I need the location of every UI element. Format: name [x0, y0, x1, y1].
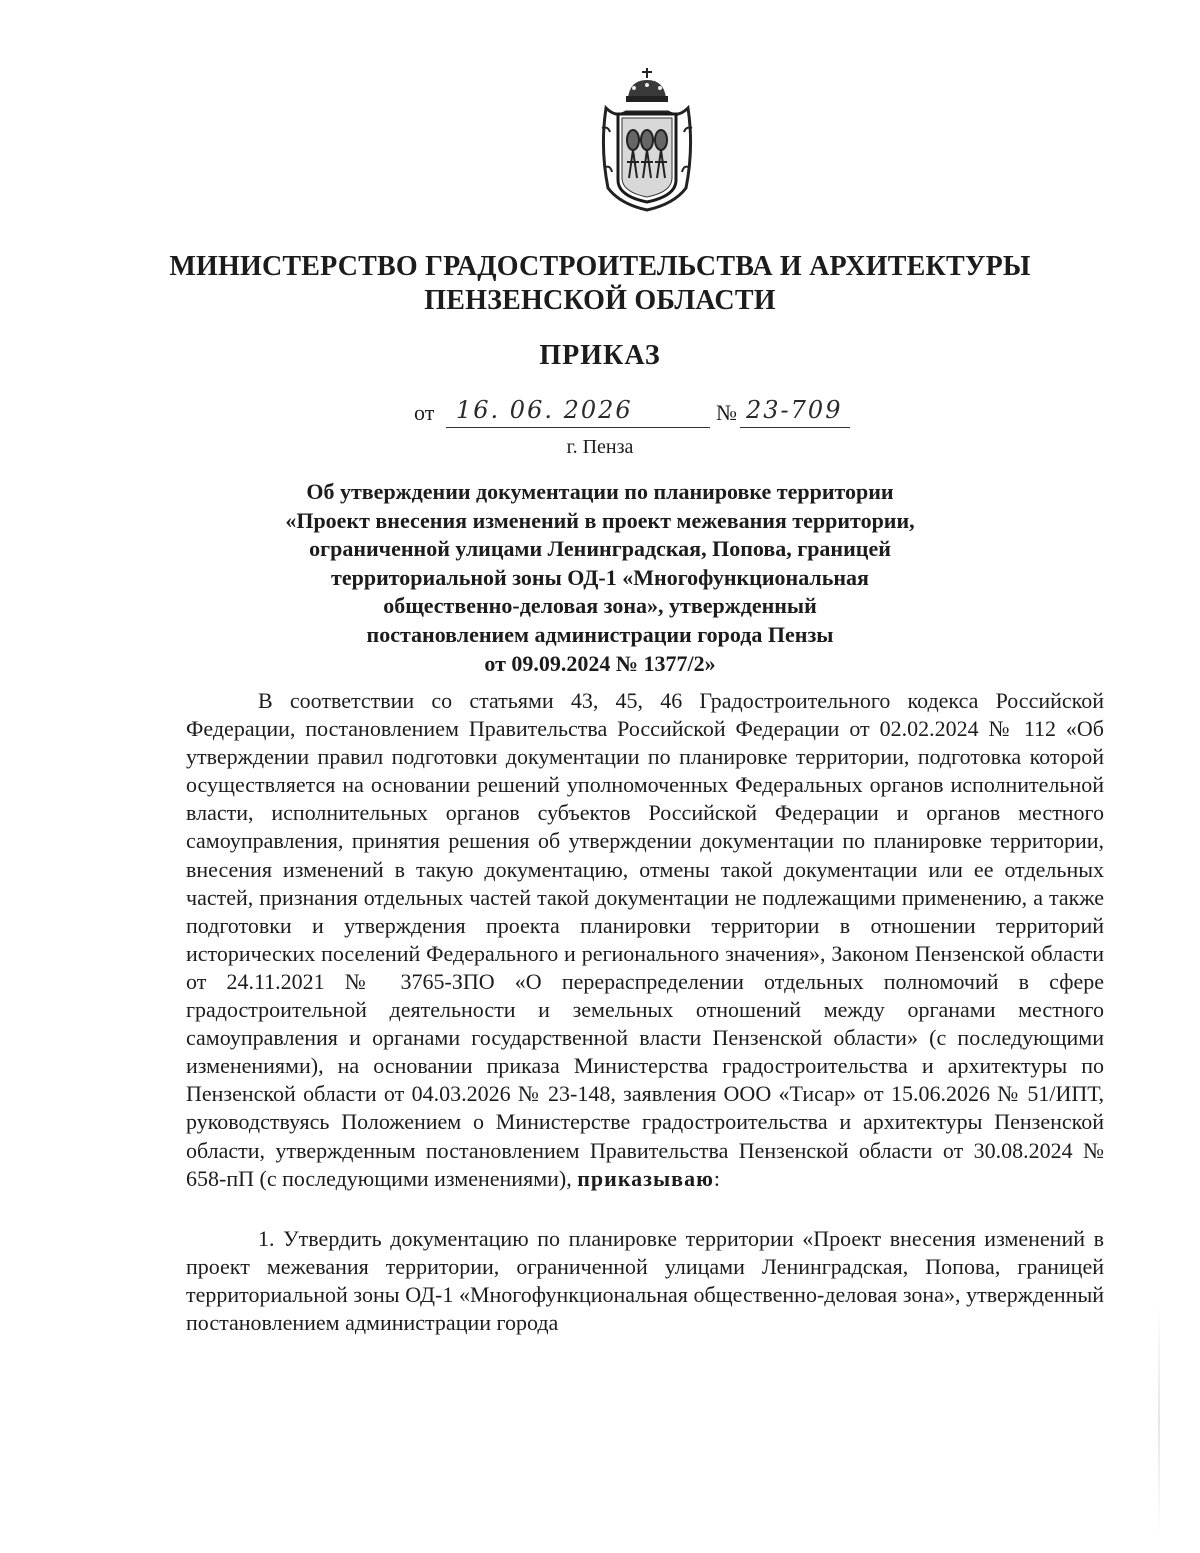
subject-line: «Проект внесения изменений в проект межевания территории,	[285, 507, 915, 533]
subject-line: общественно-деловая зона», утвержденный	[383, 593, 817, 619]
coat-of-arms-icon	[598, 68, 696, 214]
subject-line: постановлением администрации города Пензы	[366, 621, 834, 647]
ministry-title	[150, 250, 1050, 318]
order-date-number-row	[410, 396, 870, 430]
document-type: ПРИКАЗ	[539, 340, 661, 371]
number-prefix: №	[716, 400, 737, 425]
order-item-1: 1. Утвердить документацию по планировке территории «Проект внесения изменений в проект межевания территории, ограниченной улицами Ленинградская, Попова, границей территориальной зоны ОД-1 «Многофункциональная общественно-деловая зона», утвержденный постановлением администрации города	[186, 1225, 1104, 1335]
number-underline	[740, 427, 850, 428]
scan-artifact	[1158, 1300, 1160, 1540]
preamble-colon: :	[713, 1165, 720, 1191]
order-body	[186, 687, 1104, 1337]
subject-line: ограниченной улицами Ленинградская, Попова, границей	[309, 536, 891, 562]
subject-line: Об утверждении документации по планировке территории	[306, 479, 894, 504]
ministry-title-line2: ПЕНЗЕНСКОЙ ОБЛАСТИ	[424, 285, 776, 316]
subject-line: от 09.09.2024 № 1377/2»	[484, 650, 716, 676]
order-number: 23-709	[746, 396, 843, 424]
preamble-text: В соответствии со статьями 43, 45, 46 Градостроительного кодекса Российской Федерации, постановлением Правительства Российской Федерации от 02.02.2024 № 112 «Об утверждении правил подготовки документации по планировке территории, подготовка которой осуществляется на основании решений уполномоченных Федеральных органов исполнительной власти, исполнительных органов субъектов Российской Федерации и органов местного самоуправления, принятия решения об утверждении документации по планировке территории, внесения изменений в такую документацию, отмены такой документации или ее отдельных частей, признания отдельных частей такой документации не подлежащими применению, а также подготовки и утверждения проекта планировки территории в отношении территорий исторических поселений Федерального и регионального значения», Законом Пензенской области от 24.11.2021 № 3765-ЗПО «О перераспределении отдельных полномочий в сфере градостроительной деятельности и земельных отношений между органами местного самоуправления и органами государственной власти Пензенской области» (с последующими изменениями), на основании приказа Министерства градостроительства и архитектуры по Пензенской области от 04.03.2026 № 23-148, заявления ООО «Тисар» от 15.06.2026 № 51/ИПТ, руководствуясь Положением о Министерстве градостроительства и архитектуры Пензенской области, утвержденным постановлением Правительства Пензенской области от 30.08.2024 № 658-пП (с последующими изменениями),	[186, 688, 1104, 1191]
order-date: 16. 06. 2026	[456, 396, 633, 424]
city-label: г. Пенза	[566, 436, 634, 458]
preamble-keyword: приказываю	[577, 1165, 714, 1191]
subject-line: территориальной зоны ОД-1 «Многофункциональная	[331, 564, 869, 590]
ministry-title-line1: МИНИСТЕРСТВО ГРАДОСТРОИТЕЛЬСТВА И АРХИТЕКТУРЫ	[169, 251, 1031, 282]
preamble-paragraph	[186, 687, 1104, 1193]
order-subject	[200, 478, 1000, 678]
date-underline	[446, 427, 710, 428]
date-prefix: от	[414, 400, 435, 425]
